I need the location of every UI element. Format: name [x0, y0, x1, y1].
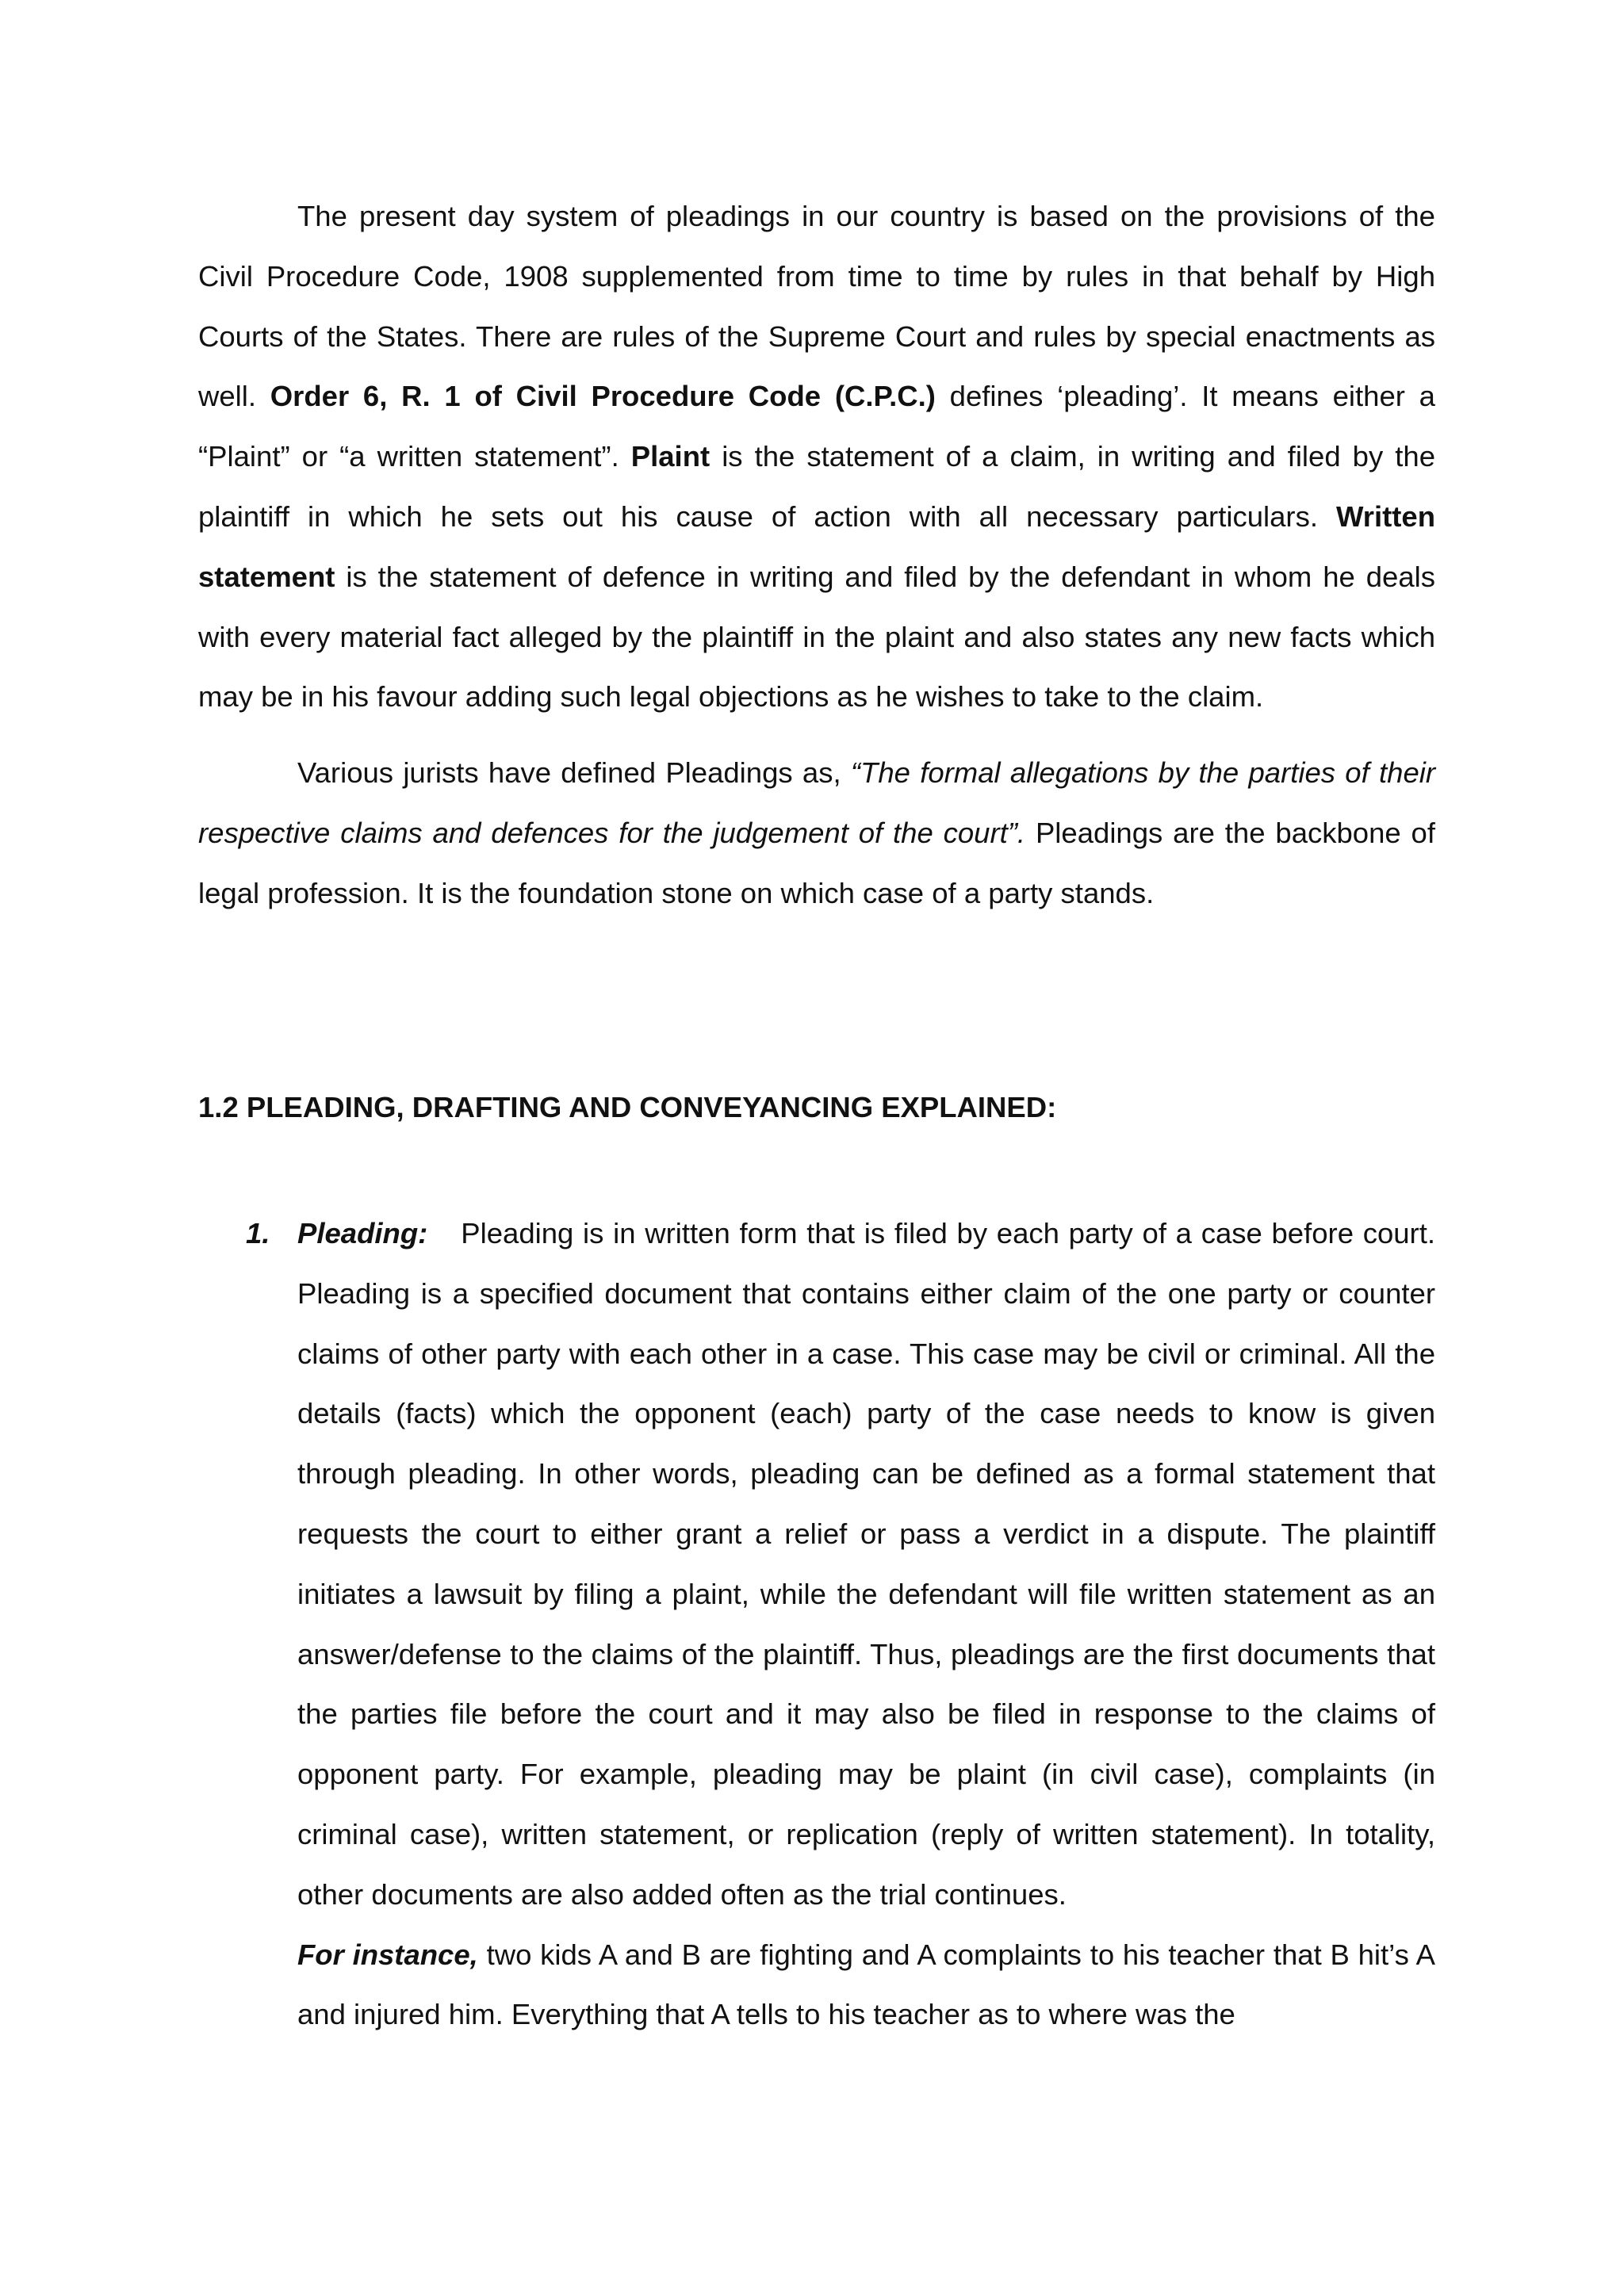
list-item-text: Pleading is in written form that is filed by each party of a case before court. Pleading is a specified document that contains either claim of the one party or counter claims of other party with each other in a case. This case may be civil or criminal. All the details (facts) which the opponent (each) party of the case needs to know is given through pleading. In other words, pleading can be defined as a formal statement that requests the court to either grant a relief or pass a verdict in a dispute. The plaintiff initiates a lawsuit by filing a plaint, while the defendant will file written statement as an answer/defense to the claims of the plaintiff. Thus, pleadings are the first documents that the parties file before the court and it may also be filed in response to the claims of opponent party. For example, pleading may be plaint (in civil case), complaints (in criminal case), written statement, or replication (reply of written statement). In totality, other documents are also added often as the trial continues.: [297, 1217, 1435, 1911]
italic-quote: “The formal allegations by the parties of their respective claims and defences for the judgement of the court”.: [198, 756, 1436, 849]
example-paragraph: [198, 1925, 1435, 2045]
text-span: The present day system of pleadings in our country is based on the provisions of the Civil Procedure Code, 1908 supplemented from time to time by rules in that behalf by High Courts of the States. There are rules of the Supreme Court and rules by special enactments as well.: [198, 200, 1435, 413]
numbered-list: [198, 1203, 1435, 2045]
text-span: is the statement of defence in writing and filed by the defendant in whom he deals with every material fact alleged by the plaintiff in the plaint and also states any new facts which may be in his favour adding such legal objections as he wishes to take to the claim.: [198, 560, 1435, 714]
list-number: 1.: [246, 1217, 270, 1249]
text-span: is the statement of a claim, in writing and filed by the plaintiff in which he sets out his cause of action with all necessary particulars.: [198, 440, 1435, 533]
bold-term-plaint: Plaint: [630, 440, 710, 473]
example-text: two kids A and B are fighting and A complaints to his teacher that B hit’s A and injured him. Everything that A tells to his teacher as to where was the: [297, 1938, 1435, 2031]
document-body: [198, 186, 1436, 2031]
list-item-pleading: [198, 1203, 1435, 1925]
text-span: defines ‘pleading’. It means either a “Plaint” or “a written statement”.: [198, 380, 1435, 473]
text-span: Pleadings are the backbone of legal profession. It is the foundation stone on which case of a party stands.: [198, 816, 1436, 909]
example-lead: For instance,: [297, 1938, 478, 1971]
paragraph-pleadings-system: [198, 186, 1435, 727]
list-term: Pleading:: [297, 1217, 428, 1249]
text-span: Various jurists have defined Pleadings as,: [297, 756, 851, 790]
paragraph-jurists-definition: [198, 743, 1435, 923]
section-heading: 1.2 PLEADING, DRAFTING AND CONVEYANCING EXPLAINED:: [198, 1091, 1057, 1123]
bold-term-written-statement: Written statement: [198, 499, 1435, 593]
bold-citation: Order 6, R. 1 of Civil Procedure Code (C.P.C.): [270, 380, 936, 413]
